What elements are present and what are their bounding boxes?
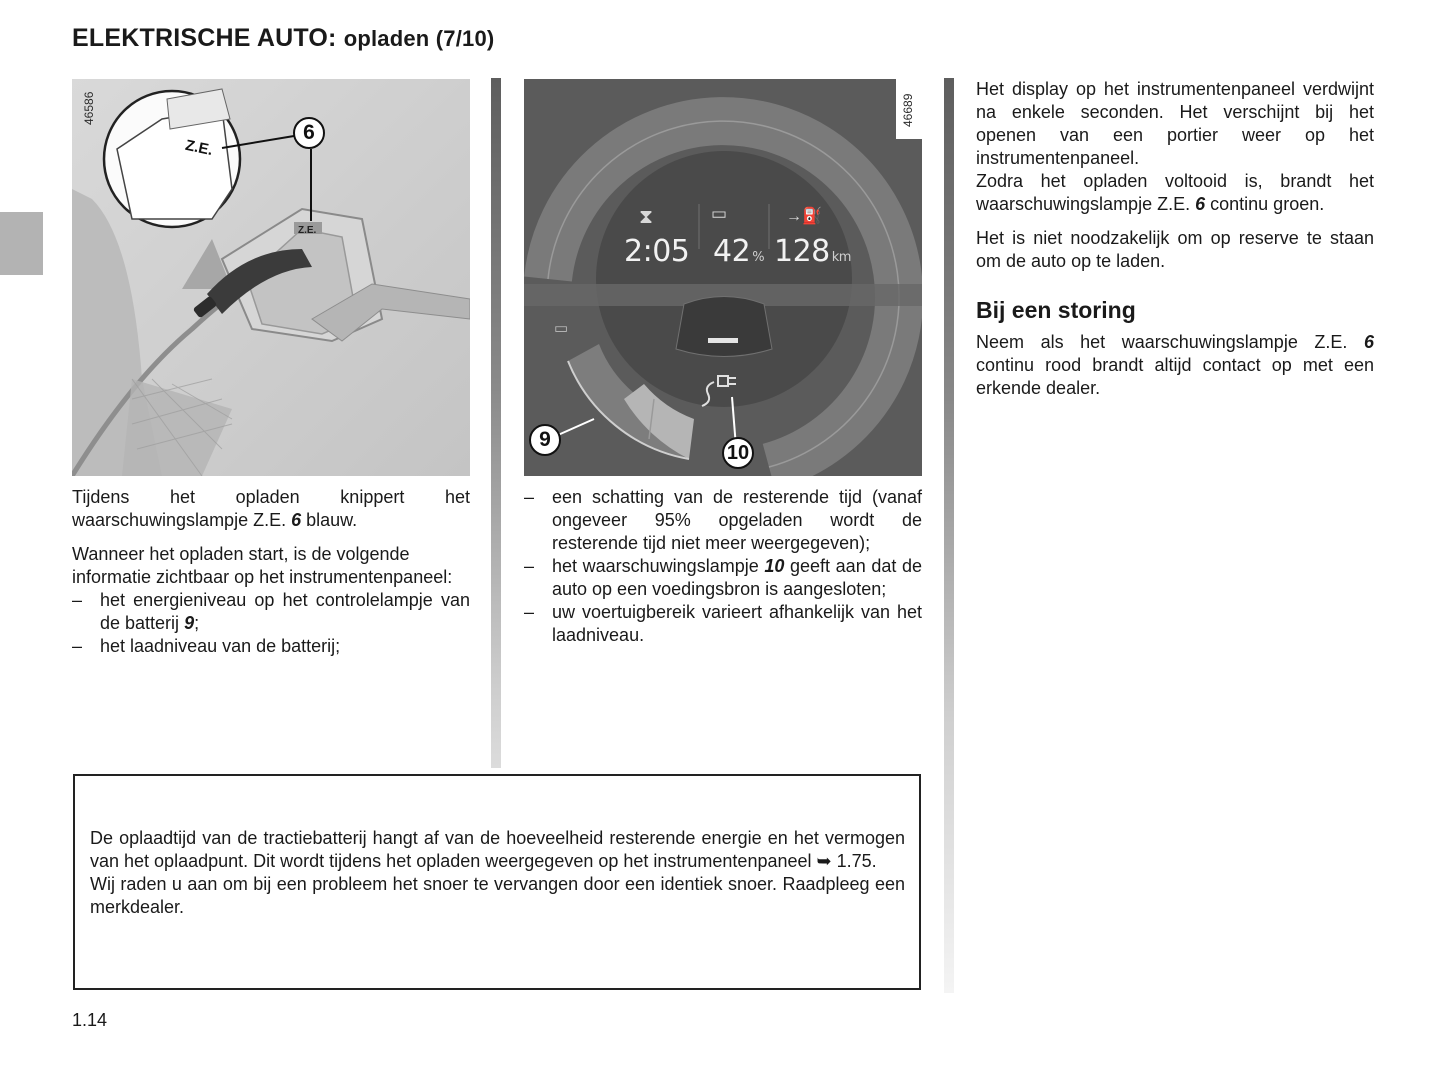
page-reference-arrow-icon: ➥ — [816, 851, 832, 871]
charging-port-illustration — [72, 79, 470, 476]
callout-6: 6 — [293, 117, 325, 149]
figure-id: 46586 — [82, 91, 96, 125]
title-sub: opladen (7/10) — [343, 26, 495, 51]
page-title — [72, 24, 494, 53]
callout-9: 9 — [529, 424, 561, 456]
section-heading-fault: Bij een storing — [976, 297, 1136, 323]
svg-text:Z.E.: Z.E. — [183, 136, 215, 160]
note-cable-advice: Wij raden u aan om bij een probleem het snoer te vervangen door een identiek snoer. Raadpleeg een merkdealer. — [90, 874, 905, 917]
range-unit: km — [831, 250, 851, 265]
paragraph-reserve: Het is niet noodzakelijk om op reserve te staan om de auto op te laden. — [976, 228, 1374, 271]
column-divider-right — [944, 78, 954, 993]
note-text — [90, 827, 905, 919]
column-1-text — [72, 486, 470, 658]
figure-id: 46689 — [901, 93, 915, 127]
paragraph-display: Het display op het instrumentenpaneel verdwijnt na enkele seconden. Het verschijnt bij het openen van een portier weer op het instrumentenpaneel. — [976, 79, 1374, 168]
title-main: ELEKTRISCHE AUTO: — [72, 24, 337, 52]
charge-level-unit: % — [752, 250, 765, 265]
info-list — [72, 589, 470, 658]
svg-text:Z.E.: Z.E. — [298, 225, 317, 236]
range-value: 128 — [774, 234, 830, 269]
list-item: – uw voertuigbereik varieert afhankelijk van het laadniveau. — [524, 601, 922, 647]
note-box — [73, 774, 921, 990]
column-divider-left — [491, 78, 501, 768]
callout-10: 10 — [722, 437, 754, 469]
list-item: – het energieniveau op het controlelampje van de batterij 9; — [72, 589, 470, 635]
charge-level-value: 42 — [713, 234, 751, 269]
paragraph-charging-complete: Zodra het opladen voltooid is, brandt het waarschuwingslampje Z.E. 6 continu groen. — [976, 171, 1374, 214]
note-charging-time: De oplaadtijd van de tractiebatterij hangt af van de hoeveelheid resterende energie en het vermogen van het oplaadpunt. Dit wordt tijdens het opladen weergegeven op het instrumentenpaneel ➥ 1.75. — [90, 828, 905, 871]
page-number: 1.14 — [72, 1010, 108, 1030]
chapter-thumb-tab — [0, 212, 43, 275]
battery-icon: ▭ — [711, 204, 728, 223]
range-readout — [774, 234, 851, 269]
list-item: – het waarschuwingslampje 10 geeft aan dat de auto op een voedingsbron is aangesloten; — [524, 555, 922, 601]
charge-level-readout — [713, 234, 764, 269]
battery-level-icon: ▭ — [554, 320, 569, 337]
info-list-continued — [524, 486, 922, 647]
instrument-cluster-drawing — [524, 79, 922, 476]
hourglass-icon: ⧗ — [639, 206, 654, 228]
paragraph-blinking-blue: Tijdens het opladen knippert het waarschuwingslampje Z.E. 6 blauw. — [72, 487, 470, 530]
time-remaining-value: 2:05 — [624, 234, 690, 269]
paragraph-fault: Neem als het waarschuwingslampje Z.E. 6 continu rood brandt altijd contact op met een erkende dealer. — [976, 332, 1374, 398]
car-charging-port-drawing — [72, 79, 470, 476]
charging-station-icon: →⛽ — [786, 208, 822, 225]
list-item: – het laadniveau van de batterij; — [72, 635, 470, 658]
column-3-text — [976, 78, 1374, 411]
list-item: – een schatting van de resterende tijd (vanaf ongeveer 95% opgeladen wordt de resterende tijd niet meer weergegeven); — [524, 486, 922, 555]
column-2-text — [524, 486, 922, 647]
page-reference-link[interactable]: 1.75. — [836, 851, 877, 871]
paragraph-charging-start: Wanneer het opladen start, is de volgende informatie zichtbaar op het instrumentenpaneel: — [72, 544, 453, 587]
instrument-panel-illustration — [524, 79, 922, 476]
